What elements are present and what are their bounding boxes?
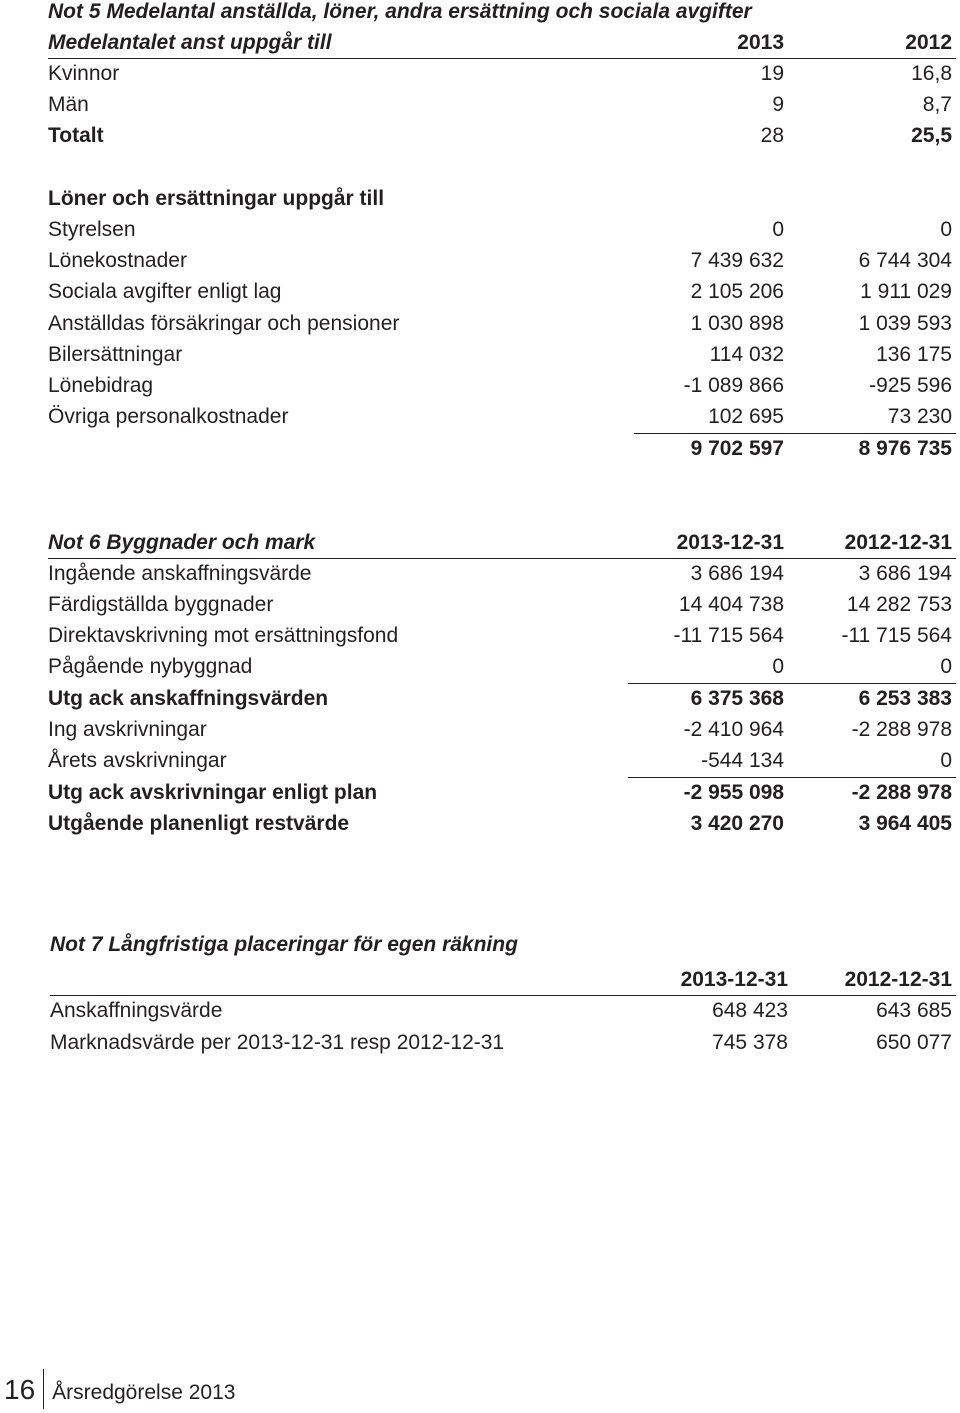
note5-salaries-heading-row bbox=[48, 183, 956, 214]
row-value-2012: -925 596 bbox=[869, 374, 952, 397]
row-value-2012: -11 715 564 bbox=[841, 624, 952, 647]
row-value-2013: 1 030 898 bbox=[690, 312, 784, 335]
row-value-2013: 3 686 194 bbox=[690, 562, 784, 585]
footer-divider bbox=[43, 1369, 44, 1409]
note5-row-sum bbox=[48, 433, 956, 464]
note7-row bbox=[50, 995, 956, 1026]
row-value-2012: 8 976 735 bbox=[858, 437, 952, 460]
note5-row-ovriga bbox=[48, 401, 956, 432]
row-label: Sociala avgifter enligt lag bbox=[48, 280, 282, 303]
row-label: Styrelsen bbox=[48, 218, 136, 241]
row-label: Direktavskrivning mot ersättningsfond bbox=[48, 624, 399, 647]
row-label: Övriga personalkostnader bbox=[48, 405, 289, 428]
note5-row-lonekostnader bbox=[48, 245, 956, 276]
row-value-2013: -11 715 564 bbox=[673, 624, 784, 647]
row-value-2013: 9 bbox=[772, 93, 784, 116]
note5-title: Not 5 Medelantal anställda, löner, andra ersättning och sociala avgifter bbox=[48, 0, 752, 23]
row-label: Pågående nybyggnad bbox=[48, 655, 253, 678]
row-value-2012: 1 039 593 bbox=[858, 312, 952, 335]
note6-row bbox=[48, 558, 956, 589]
note5-row-bilersattningar bbox=[48, 339, 956, 370]
note7-col2: 2012-12-31 bbox=[844, 968, 952, 991]
row-value-2012: -2 288 978 bbox=[851, 781, 952, 804]
row-value-2013: 19 bbox=[760, 62, 784, 85]
footer-text: Årsredgörelse 2013 bbox=[52, 1381, 236, 1404]
row-value-2012: 650 077 bbox=[876, 1031, 952, 1054]
note5-row-totalt bbox=[48, 120, 956, 151]
row-value-2013: -2 955 098 bbox=[683, 781, 784, 804]
note5-header-row bbox=[48, 27, 956, 58]
row-value-2013: 7 439 632 bbox=[690, 249, 784, 272]
row-value-2013: 14 404 738 bbox=[678, 593, 784, 616]
note5-title-row bbox=[48, 0, 956, 27]
row-label: Utgående planenligt restvärde bbox=[48, 812, 350, 835]
page-number: 16 bbox=[4, 1374, 36, 1405]
row-value-2012: -2 288 978 bbox=[851, 718, 952, 741]
row-label: Bilersättningar bbox=[48, 343, 183, 366]
row-value-2013: 28 bbox=[760, 124, 784, 147]
row-value-2013: 0 bbox=[772, 655, 784, 678]
row-label: Utg ack avskrivningar enligt plan bbox=[48, 781, 378, 804]
row-label: Årets avskrivningar bbox=[48, 749, 227, 772]
note7-row bbox=[50, 1027, 956, 1058]
row-label: Anskaffningsvärde bbox=[50, 999, 223, 1022]
note6-header-row bbox=[48, 527, 956, 558]
row-value-2013: 745 378 bbox=[712, 1031, 788, 1054]
row-value-2012: 643 685 bbox=[876, 999, 952, 1022]
row-label: Utg ack anskaffningsvärden bbox=[48, 687, 329, 710]
note7-header-row bbox=[50, 964, 956, 995]
note7-title: Not 7 Långfristiga placeringar för egen räkning bbox=[50, 933, 518, 956]
row-label: Färdigställda byggnader bbox=[48, 593, 274, 616]
row-value-2012: 8,7 bbox=[922, 93, 952, 116]
note6-row bbox=[48, 777, 956, 808]
row-value-2012: 16,8 bbox=[911, 62, 952, 85]
row-value-2012: 6 744 304 bbox=[858, 249, 952, 272]
note6-row bbox=[48, 589, 956, 620]
note5-salaries-heading: Löner och ersättningar uppgår till bbox=[48, 187, 385, 210]
row-value-2013: 9 702 597 bbox=[690, 437, 784, 460]
row-label: Anställdas försäkringar och pensioner bbox=[48, 312, 400, 335]
note6-row bbox=[48, 808, 956, 839]
row-value-2012: 136 175 bbox=[876, 343, 952, 366]
row-label: Ingående anskaffningsvärde bbox=[48, 562, 312, 585]
note5-row-forsakringar bbox=[48, 308, 956, 339]
note6-col1: 2013-12-31 bbox=[676, 531, 784, 554]
row-value-2013: -1 089 866 bbox=[683, 374, 784, 397]
note5-header-label: Medelantalet anst uppgår till bbox=[48, 31, 332, 54]
row-value-2012: 14 282 753 bbox=[846, 593, 952, 616]
note5-row-styrelsen bbox=[48, 214, 956, 245]
note6-row bbox=[48, 620, 956, 651]
note6-row bbox=[48, 651, 956, 682]
row-value-2013: -2 410 964 bbox=[683, 718, 784, 741]
row-value-2013: -544 134 bbox=[701, 749, 784, 772]
row-value-2012: 1 911 029 bbox=[860, 280, 952, 303]
row-label: Män bbox=[48, 93, 89, 116]
note6-row bbox=[48, 714, 956, 745]
row-value-2012: 6 253 383 bbox=[858, 687, 952, 710]
note7-col1: 2013-12-31 bbox=[680, 968, 788, 991]
row-value-2012: 0 bbox=[940, 218, 952, 241]
row-value-2012: 0 bbox=[940, 749, 952, 772]
row-value-2013: 2 105 206 bbox=[690, 280, 784, 303]
row-value-2013: 648 423 bbox=[712, 999, 788, 1022]
note6-row bbox=[48, 745, 956, 776]
row-label: Lönebidrag bbox=[48, 374, 154, 397]
row-value-2013: 114 032 bbox=[709, 343, 784, 366]
note5-header-year1: 2013 bbox=[737, 31, 784, 54]
row-label: Lönekostnader bbox=[48, 249, 187, 272]
row-value-2012: 3 964 405 bbox=[858, 812, 952, 835]
note6-row bbox=[48, 683, 956, 714]
row-label: Marknadsvärde per 2013-12-31 resp 2012-12-31 bbox=[50, 1031, 505, 1054]
row-value-2013: 102 695 bbox=[708, 405, 784, 428]
row-value-2013: 3 420 270 bbox=[690, 812, 784, 835]
row-value-2012: 25,5 bbox=[911, 124, 952, 147]
row-label: Ing avskrivningar bbox=[48, 718, 207, 741]
row-label: Totalt bbox=[48, 124, 104, 147]
row-label: Kvinnor bbox=[48, 62, 120, 85]
row-value-2013: 0 bbox=[772, 218, 784, 241]
row-value-2013: 6 375 368 bbox=[690, 687, 784, 710]
note5-row-lonebidrag bbox=[48, 370, 956, 401]
note5-row-kvinnor bbox=[48, 58, 956, 89]
note6-col2: 2012-12-31 bbox=[844, 531, 952, 554]
row-value-2012: 73 230 bbox=[887, 405, 952, 428]
note6-title: Not 6 Byggnader och mark bbox=[48, 531, 316, 554]
row-value-2012: 3 686 194 bbox=[858, 562, 952, 585]
note5-row-man bbox=[48, 89, 956, 120]
page-footer bbox=[4, 1372, 235, 1408]
note5-header-year2: 2012 bbox=[905, 31, 952, 54]
note5-row-sociala-avgifter bbox=[48, 276, 956, 307]
row-value-2012: 0 bbox=[940, 655, 952, 678]
